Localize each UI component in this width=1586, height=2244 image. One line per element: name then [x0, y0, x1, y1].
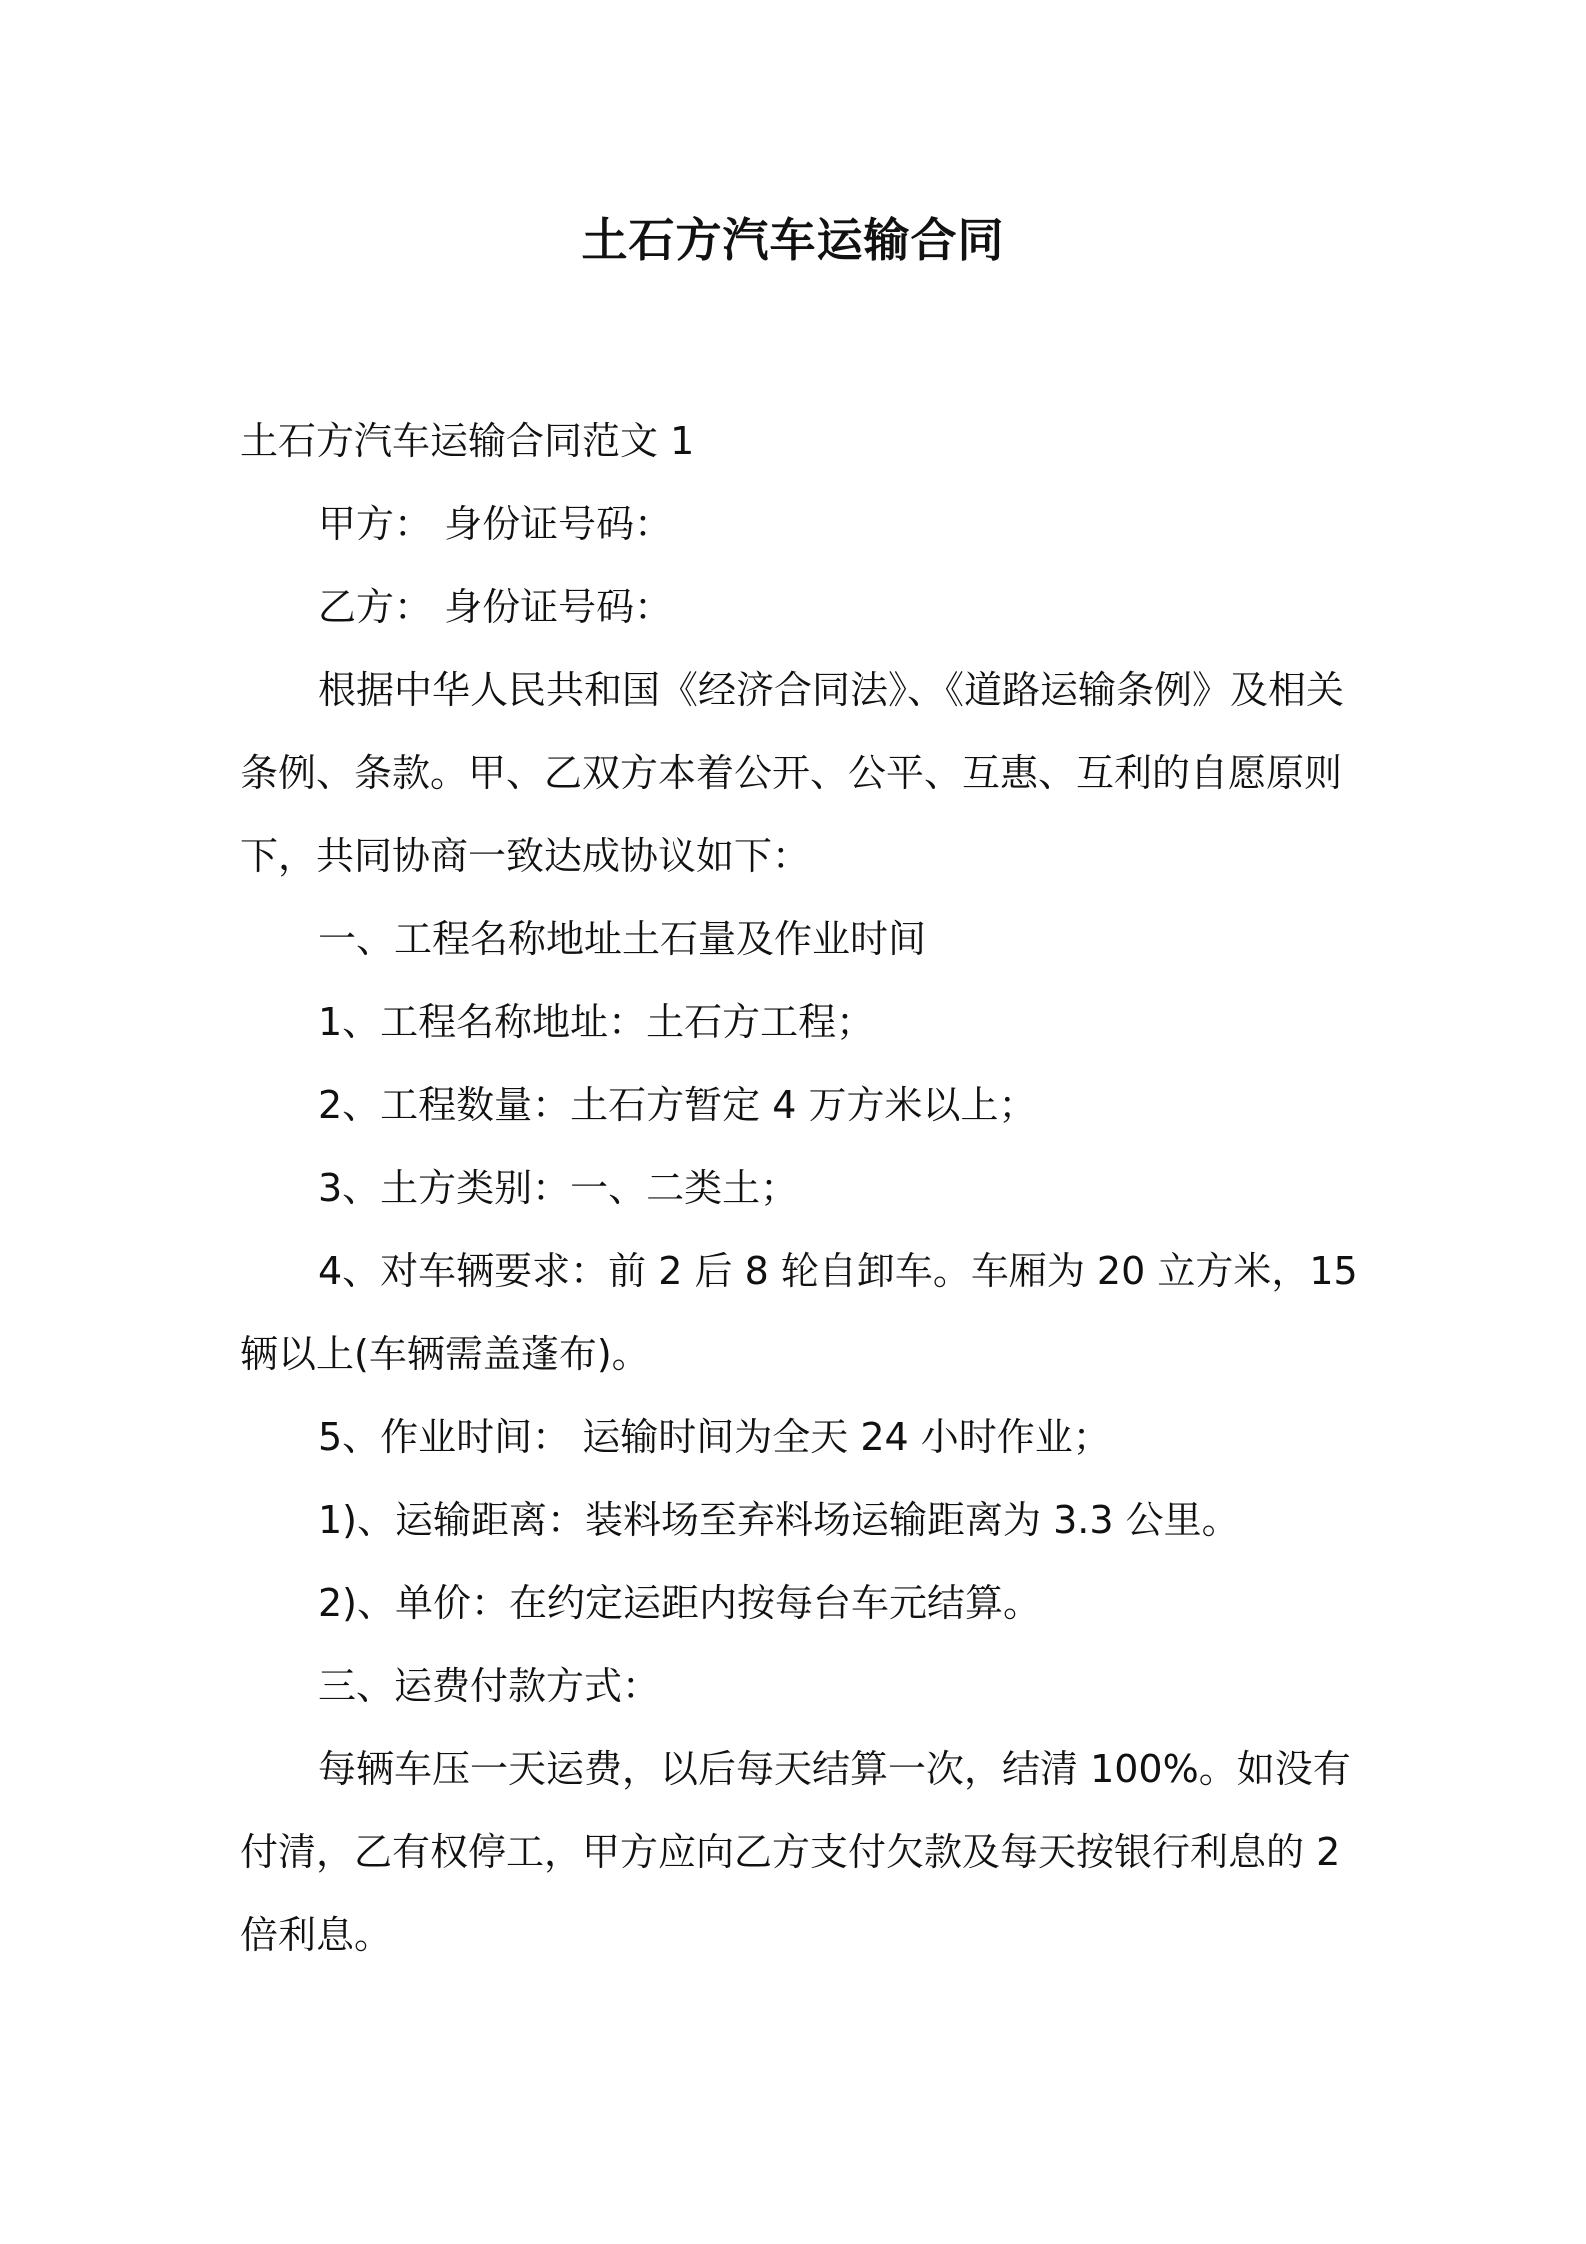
- payment-terms-paragraph: 每辆车压一天运费，以后每天结算一次，结清 100%。如没有付清，乙有权停工，甲方应向乙方支付欠款及每天按银行利息的 2 倍利息。: [240, 1747, 1351, 1957]
- sub-item-1: 1)、运输距离：装料场至弃料场运输距离为 3.3 公里。: [318, 1498, 1240, 1542]
- clause-item-2: 2、工程数量：土石方暂定 4 万方米以上；: [318, 1083, 1037, 1127]
- clause-item-5: 5、作业时间： 运输时间为全天 24 小时作业；: [318, 1415, 1111, 1459]
- sub-item-2: 2)、单价：在约定运距内按每台车元结算。: [318, 1581, 1042, 1625]
- intro-paragraph: 根据中华人民共和国《经济合同法》、《道路运输条例》及相关条例、条款。甲、乙双方本着公开、公平、互惠、互利的自愿原则下，共同协商一致达成协议如下：: [240, 668, 1345, 878]
- clause-1-heading: 一、工程名称地址土石量及作业时间: [318, 917, 927, 961]
- clause-item-1: 1、工程名称地址：土石方工程；: [318, 1000, 875, 1044]
- party-a-line: 甲方： 身份证号码：: [318, 502, 673, 546]
- party-b-line: 乙方： 身份证号码：: [318, 585, 673, 629]
- clause-item-3: 3、土方类别：一、二类土；: [318, 1166, 799, 1210]
- document-body: [240, 400, 1360, 1977]
- section-heading: 土石方汽车运输合同范文 1: [240, 419, 695, 463]
- clause-3-heading: 三、运费付款方式：: [318, 1664, 661, 1708]
- document-title: 土石方汽车运输合同: [581, 213, 1005, 267]
- clause-item-4: 4、对车辆要求：前 2 后 8 轮自卸车。车厢为 20 立方米，15 辆以上(车辆需盖蓬布)。: [240, 1249, 1358, 1376]
